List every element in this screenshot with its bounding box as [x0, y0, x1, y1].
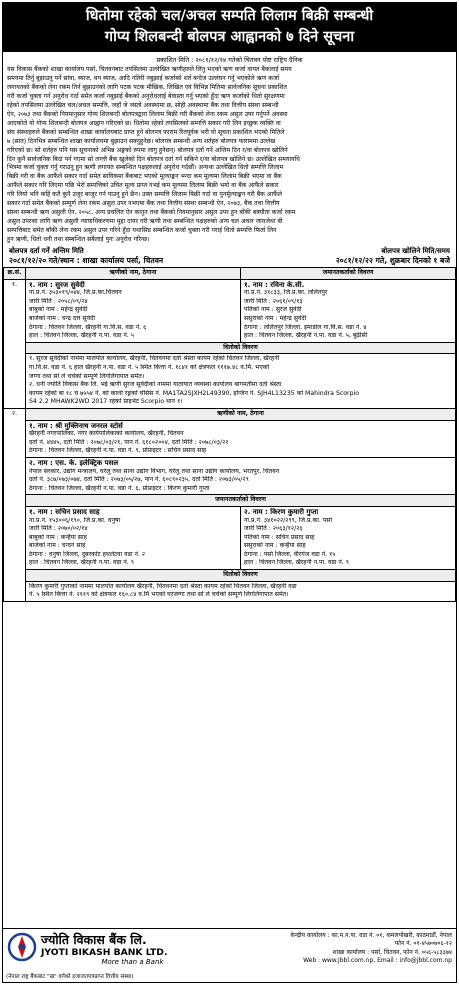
intro-line: आएकोले यो गोप्य शिलबन्दी बोलपत्र आह्वान गरिएको छ। धितोमा रहेको तपसिलको सम्पत्ति सकार गरी लिन इच्छुक व्यक्ति वा — [7, 119, 281, 127]
details-table — [3, 267, 456, 602]
intro-line: दिन कुनै सार्वजनिक बिदा पर्न गएमा सो लगत्तै बैंक खुलेको दिन बोलपत्र दर्ता गर्न सकिने र/वा बोलपत्र खोलिने छ। उल्लेखित समयावधि — [7, 155, 300, 163]
guarantor-line: जारी मिति : २०६३/१२/२६ — [244, 525, 303, 533]
collateral-line: जग्गा तथा सो ले चर्चेको सम्पूर्ण लिगलिगापात समेत। — [29, 372, 145, 380]
firm-line: दर्ता नं. ४४४५, दर्ता मिति : २०७८/०३/२१, पान नं. ६१८०२००४, दर्ता मिति : २०७८/०३/२२ — [29, 438, 229, 446]
collateral-cell — [26, 581, 456, 601]
collateral-line: कायम रहेको बा १८ च ७५५४ नं. को कालो रङ्गको चेसिस नं. MA1TA2SJXH2L49390, इन्जिन नं. SJH4L13235 को Mahindra Scorpio — [29, 389, 360, 397]
intro-line: असुल उपरका लागि ऋण असुली न्यायाधिकरणमा मुद्दा दायर गरी ऋणी तथा सम्बन्धित पक्षहरुको अन्य चल अचल जायजेथा बी — [7, 218, 283, 226]
intro-line: गरि लियो भनि कहिं कतै कुनै उजुर बाजुर गर्न पाउनु हुने छैन। उक्त सम्पत्ति लिलाम बिक्री गर्दा वा पुनर्मूल्याङ्कन गरी बैंक आफैंले — [7, 191, 282, 199]
collateral-line: किरण कुमारी गुप्ताको नाममा मालपोत कार्यालय खैरहनी, चितवनमा दर्ता श्रेस्ता कायम रहेको चितवन जिल्ला, खैरहनी वडा — [29, 582, 297, 590]
guarantor-line: ना.प्र.नं. ३४१०२२/२९९, जि.प्र.का. पर्सा — [244, 516, 333, 524]
intro-line: समयमा तिर्नु बुझाउनु पर्ने सांवा, ब्याज, थप ब्याज, आदि नतिरी नबुझाई कर्जाको शर्त बन्देज उल्लंघन गर्नु भएकोले ऋण कर्जा — [7, 74, 280, 82]
firm-cell — [26, 420, 456, 457]
contact-line: फोन नं. ०१-४५७०७०६-१२ — [394, 940, 452, 948]
guarantor-line: ठेगाना : ललितपुर जिल्ला, इमाडोल गा.वि.स. वडा नं. ४ — [244, 323, 367, 331]
borrower-line: बाजेको नाम : चन्द्र दत्त सुवेदी — [29, 315, 95, 323]
firm-name: १. नाम : श्री मुक्तिनाथ जनरल स्टोर्स — [29, 421, 123, 430]
footer — [3, 928, 456, 982]
firm-cell — [26, 457, 456, 494]
guarantor-line: जारी मिति : २०७०/०२/१४ — [29, 525, 88, 533]
firm-name: २. नाम : एस. के. इलेक्ट्रिक पसल — [29, 458, 119, 467]
guarantor-line: हाल : चितवन जिल्ला, खैरहनी न.पा. वडा नं. ९ — [29, 559, 134, 567]
notice-page — [2, 2, 457, 983]
intro-line: लगायतको बैंकको लेना रकम तिर्न बुझाउनको लागि पटक पटक मौखिक, लिखित एवं विभिन्न मितिमा सार्वजनिक सूचना प्रकाशित — [7, 83, 287, 91]
borrower-title: ऋणीको नाम, ठेगाना — [26, 408, 456, 420]
col-sn: क्र.सं. — [4, 268, 26, 280]
collateral-line: २. धनी ज्योति विकास बैंक लि. भई ऋणी सुरज सुवेदीको नाममा यातायात व्यवस्था कार्यालय बागमतीमा दर्ता श्रेस्ता — [29, 381, 282, 389]
table-row — [4, 495, 456, 507]
intro-line: आफैंले सकार गरि लिएमा पछि भेरो सम्पत्तिको उचित मूल्य प्राप्त नभई कम मूल्यमा लिलाम बिक्री भयो वा बैंक आफैंले सकार — [7, 182, 279, 190]
guarantor-cell — [241, 506, 456, 569]
guarantor-cell — [241, 279, 456, 342]
intro-line: संघ संस्थाहरुले बैंकको सम्बन्धित शाखा कार्यालयबाट प्राप्त हुने बोलपत्र फाराम रितपूर्वक भरी यो सूचना प्रकाशित भएको मितिले — [7, 128, 285, 136]
intro-line: गरी कर्जा चुक्ता गर्न अनुरोध गर्दा समेत कर्जा नबुझाई बैंकको अनुरोधलाई बेवास्ता गर्नु भएको हुँदा ऋण कर्जाको धितो सुरक्षणमा — [7, 92, 285, 100]
deadline-label-right: बोलपत्र खोलिने मिति/समय — [381, 247, 450, 256]
guarantor-line: पतिको नाम : सचिन प्रसाद साह — [244, 533, 315, 541]
collateral-line: नं. ५ स्थित कित्ता नं. २११९ को क्षेत्रफल १६०.८४ व.मि भएको घरजग्गा तथा सो ले चर्चेको सम्पूर्ण लिगलिगापात समेत। — [29, 591, 289, 599]
intro-line: हुन ऋणी, धितो धनी तथा सम्बन्धित सबैलाई पुनः अनुरोध गरिन्छ। — [7, 236, 150, 244]
table-row — [4, 457, 456, 494]
firm-line: खैरहनी नगरपालिका, नगर कार्यपालिकाको कार्यालय, खैरहनी, चितवन — [29, 430, 184, 438]
guarantor-name: २. नाम : किरण कुमारी गुप्ता — [244, 507, 319, 516]
deadline-value-left: २०८१/१२/२० गते/स्थान : शाखा कार्यालय पर्सा, चितवन — [9, 256, 164, 266]
guarantor-line: ठेगाना : धनुषा जिल्ला, दुबरकोट हथलेटवा वडा नं. २ — [29, 550, 146, 558]
table-row — [4, 279, 456, 342]
guarantor-name: १. नाम : सचिन प्रसाद साह — [29, 507, 100, 516]
intro-line: यस विकास बैंकको शाखा कार्यालय पर्सा, चितवनबाट तपसिलमा उल्लेखित ऋणीहरुले लिनु भएको ऋण कर्जा वापत बैंकलाई समय — [7, 66, 292, 73]
borrower-name: १. नाम : सुरज सुवेदी — [29, 280, 85, 289]
guarantor-line: पतिको नाम : सुरज सुवेदी — [244, 306, 302, 314]
col-borrower: ऋणीको नाम, ठेगाना — [26, 268, 241, 280]
publish-line: प्रकाशित मिति : २०८१/१२/१४ गतेको चितवन पोष्ट राष्ट्रिय दैनिक — [156, 56, 303, 64]
table-header-row — [4, 268, 456, 280]
table-row — [4, 506, 456, 569]
firm-line: दर्ता नं. ३८७/०७३/०७४, दर्ता मिति : २०७३/०५/२७, पान नं. ६०८९०२३५, दर्ता मिति : २०७३/०५/२९ — [29, 476, 249, 484]
guarantor-line: ना.प्र.नं. १५३००६/१९०, जि.प्र.का. धनुषा — [29, 516, 121, 524]
guarantor-title: जमानतकर्ताको विवरण — [26, 495, 456, 507]
guarantor-line: ससुराको नाम : महेन्द्र सुवेदी — [244, 315, 307, 323]
contact-block — [208, 929, 456, 982]
firm-line: ठेगाना : चितवन जिल्ला, खैरहनी न.पा. वडा नं. ९, प्रोप्राइटर : सचिन प्रसाद साह — [29, 447, 207, 455]
table-row — [4, 420, 456, 457]
borrower-line: ठेगाना : चितवन जिल्ला, खैरहनी गा.वि.स. वडा नं. ६ — [29, 323, 147, 331]
guarantor-line: जारी मिति : २०६१/०९/१३ — [244, 297, 303, 305]
intro-line: भित्रमा कर्जा चुक्ता गर्नु गराउनु हुन ऋणी लगायत सम्बन्धित पक्षहरुलाई अनुरोध गर्दछौं। अन्यथा उल्लेखित धितो सम्पत्ति लिलाम — [7, 164, 284, 172]
contact-line: Web : www.jbbl.com.np, Email : info@jbbl.com.np — [303, 957, 452, 965]
collateral-line: १. सुरज सुवेदीको नाममा मालपोत कार्यालय, खैरहनी, चितवनमा दर्ता श्रेस्ता कायम रहेको चितवन जिल्ला, खैरहनी — [29, 355, 280, 363]
contact-line: शाखा कार्यालय : पर्सा, चितवन, फोन नं. ०५६-५८३३७४ — [332, 948, 452, 956]
collateral-cell — [26, 354, 456, 409]
entry-sn: २. — [4, 408, 26, 601]
guarantor-line: ठेगाना : पर्सा जिल्ला, वीरगंज वडा नं. १५ — [244, 550, 336, 558]
borrower-line: ना.प्र.नं. ३५३०१९/०४४, जि.प्र.का.चितवन — [29, 289, 122, 297]
deadline-values — [3, 256, 456, 267]
intro-line: सम्पत्तिबाट समेत बाँकी लेना रकम असुल उपर गरिने हुँदा यथासिघ्र सम्बन्धित कर्जा चुक्ता गरी गराई धितो सम्पत्ति फिर्ता लिन — [7, 227, 277, 235]
bank-name-block — [41, 932, 167, 966]
bank-logo-icon — [7, 932, 37, 962]
collateral-line: गा.वि.स. वडा नं. ६ हाल खैरहनी न.पा. वडा नं. ५ स्थित कित्ता नं. १८४१ को क्षेत्रफल १११७.४८ व.मि. भएको — [29, 364, 270, 371]
collateral-line: S4 2.2 MHAWK2WD 2017 रहेको प्राइभेट Scorpio थान १। — [29, 398, 183, 406]
deadline-label-left: बोलपत्र दर्ता गर्ने अन्तिम मिति — [9, 247, 84, 256]
table-row — [4, 408, 456, 420]
guarantor-line: हाल : चितवन जिल्ला, खैरहनी न.पा. वडा नं. ९ — [244, 559, 349, 567]
intro-line: ऐन, २०७३ तथा बैंकको नियमानुसार गोप्य शिलबन्दी बोलपत्रद्वारा लिलाम बिक्री गरी बैंकको लेना रकम असुल उपर गर्नुपर्ने अवस्था — [7, 110, 288, 118]
bank-name-np: ज्योति विकास बैंक लि. — [41, 932, 147, 947]
bank-tagline: More than a Bank — [101, 958, 164, 966]
guarantor-line: बाजेको नाम : चन्दन साह — [29, 542, 86, 550]
guarantor-line: बाबुको नाम : कन्हैया साह — [29, 533, 87, 541]
intro-line: गरिएको छ। सो शर्तहरु पनि यस सूचनाको अभिन्न अङ्गको रुपमा लागु हुनेछन्। बोलपत्र दर्ता गर्ने अन्तिम दिन र/वा बोलपत्र खोलिने — [7, 146, 288, 154]
borrower-line: जारी मिति : २०५८/०९/२४ — [29, 297, 88, 305]
entry-sn: १. — [4, 279, 26, 408]
intro-line: सकार गर्दा समेत बैंकको सम्पूर्ण लेना रकम असुल उपर नभएमा बैंक तथा वित्तीय संस्था सम्बन्धी ऐन, २०७३, बैंक तथा वित्तीय — [7, 200, 280, 208]
col-guarantor: जमानतकर्ताको विवरण — [241, 268, 456, 280]
intro-line: बिक्री गरी वा बैंक आफैंले सकार गर्दा समेत साविकमा बैंकबाट भएको मूल्याङ्कन भन्दा कम मूल्यमा लिलाम बिक्री भएमा वा बैंक — [7, 173, 282, 181]
firm-line: ठेगाना : चितवन जिल्ला, खैरहनी न.पा. वडा नं. ६, प्रोप्राइटर : किरण कुमारी गुप्ता — [29, 484, 210, 492]
intro-line: ७ (सात) दिनभित्र सम्बन्धित शाखा कार्यालयमा बुझाउन सक्नुहुनेछ। बोलपत्र सम्बन्धी अन्य शर्तहरु बोलपत्र फाराममा उल्लेख — [7, 137, 276, 145]
header-line-1: धितोमा रहेको चल/अचल सम्पति लिलाम बिक्री सम्बन्धी — [85, 8, 374, 24]
bank-name-en: JYOTI BIKASH BANK LTD. — [41, 947, 168, 958]
guarantor-line: ना.प्र.नं. ३१८३३, जि.प्र.का. ललितपुर — [244, 289, 328, 297]
table-row — [4, 581, 456, 601]
borrower-cell — [26, 279, 241, 342]
guarantor-line: हाल : चितवन जिल्ला, खैरहनी न.पा. वडा नं. ५, बुढीसी — [244, 332, 368, 340]
table-row — [4, 354, 456, 409]
notice-header — [3, 3, 456, 52]
borrower-line: हाल : चितवन जिल्ला, खैरहनी न.पा. वडा नं. ५ — [29, 332, 134, 340]
table-row — [4, 342, 456, 354]
guarantor-line: ससुराको नाम : कन्हैया साह — [244, 542, 306, 550]
firm-line: नेपाल सरकार, उद्योग मन्त्रालय, घरेलु तथा साना उद्योग विभाग, घरेलु तथा साना उद्योग कार्यालय, भरतपुर, चितवन — [29, 467, 280, 475]
intro-text — [3, 66, 456, 245]
intro-line: संस्था सम्बन्धी ऋण असुली ऐन, २०५८, अन्य प्रचलित ऐन कानुन तथा बैंकको नियमानुसार असुल उपर हुन बाँकी बक्यौता कर्जा रकम — [7, 209, 296, 217]
collateral-title: धितोको विवरण — [26, 570, 456, 582]
contact-line: केन्द्रीय कार्यालय : का.म.न.पा. वडा नं. ०१, कमलपोखरी, काठमाडौं, नेपाल — [290, 932, 452, 939]
table-row — [4, 570, 456, 582]
guarantor-cell — [26, 506, 241, 569]
deadline-labels — [3, 245, 456, 256]
deadline-value-right: २०८१/१२/२२ गते, शुक्रबार दिनको १ बजे — [335, 256, 450, 266]
guarantor-name: १. नाम : रविना के.सी. — [244, 280, 305, 289]
intro-line: रहेको तपसिलमा उल्लेखित चल/अचल सम्पत्ति, जहाँ जे जस्तो अवस्थामा छ, सोही अवस्थामा बैंक तथा वित्तीय संस्था सम्बन्धी — [7, 101, 279, 109]
collateral-title: धितोको विवरण — [26, 342, 456, 354]
licence-note: (नेपाल राष्ट्र बैंकबाट "ख" वर्गको इजाजतपत्रप्राप्त वित्तीय संस्था) — [6, 974, 134, 980]
header-line-2: गोप्य शिलबन्दी बोलपत्र आह्वानको ७ दिने सूचना — [104, 29, 355, 45]
borrower-line: बाबुको नाम : महेन्द्र सुवेदी — [29, 306, 88, 314]
